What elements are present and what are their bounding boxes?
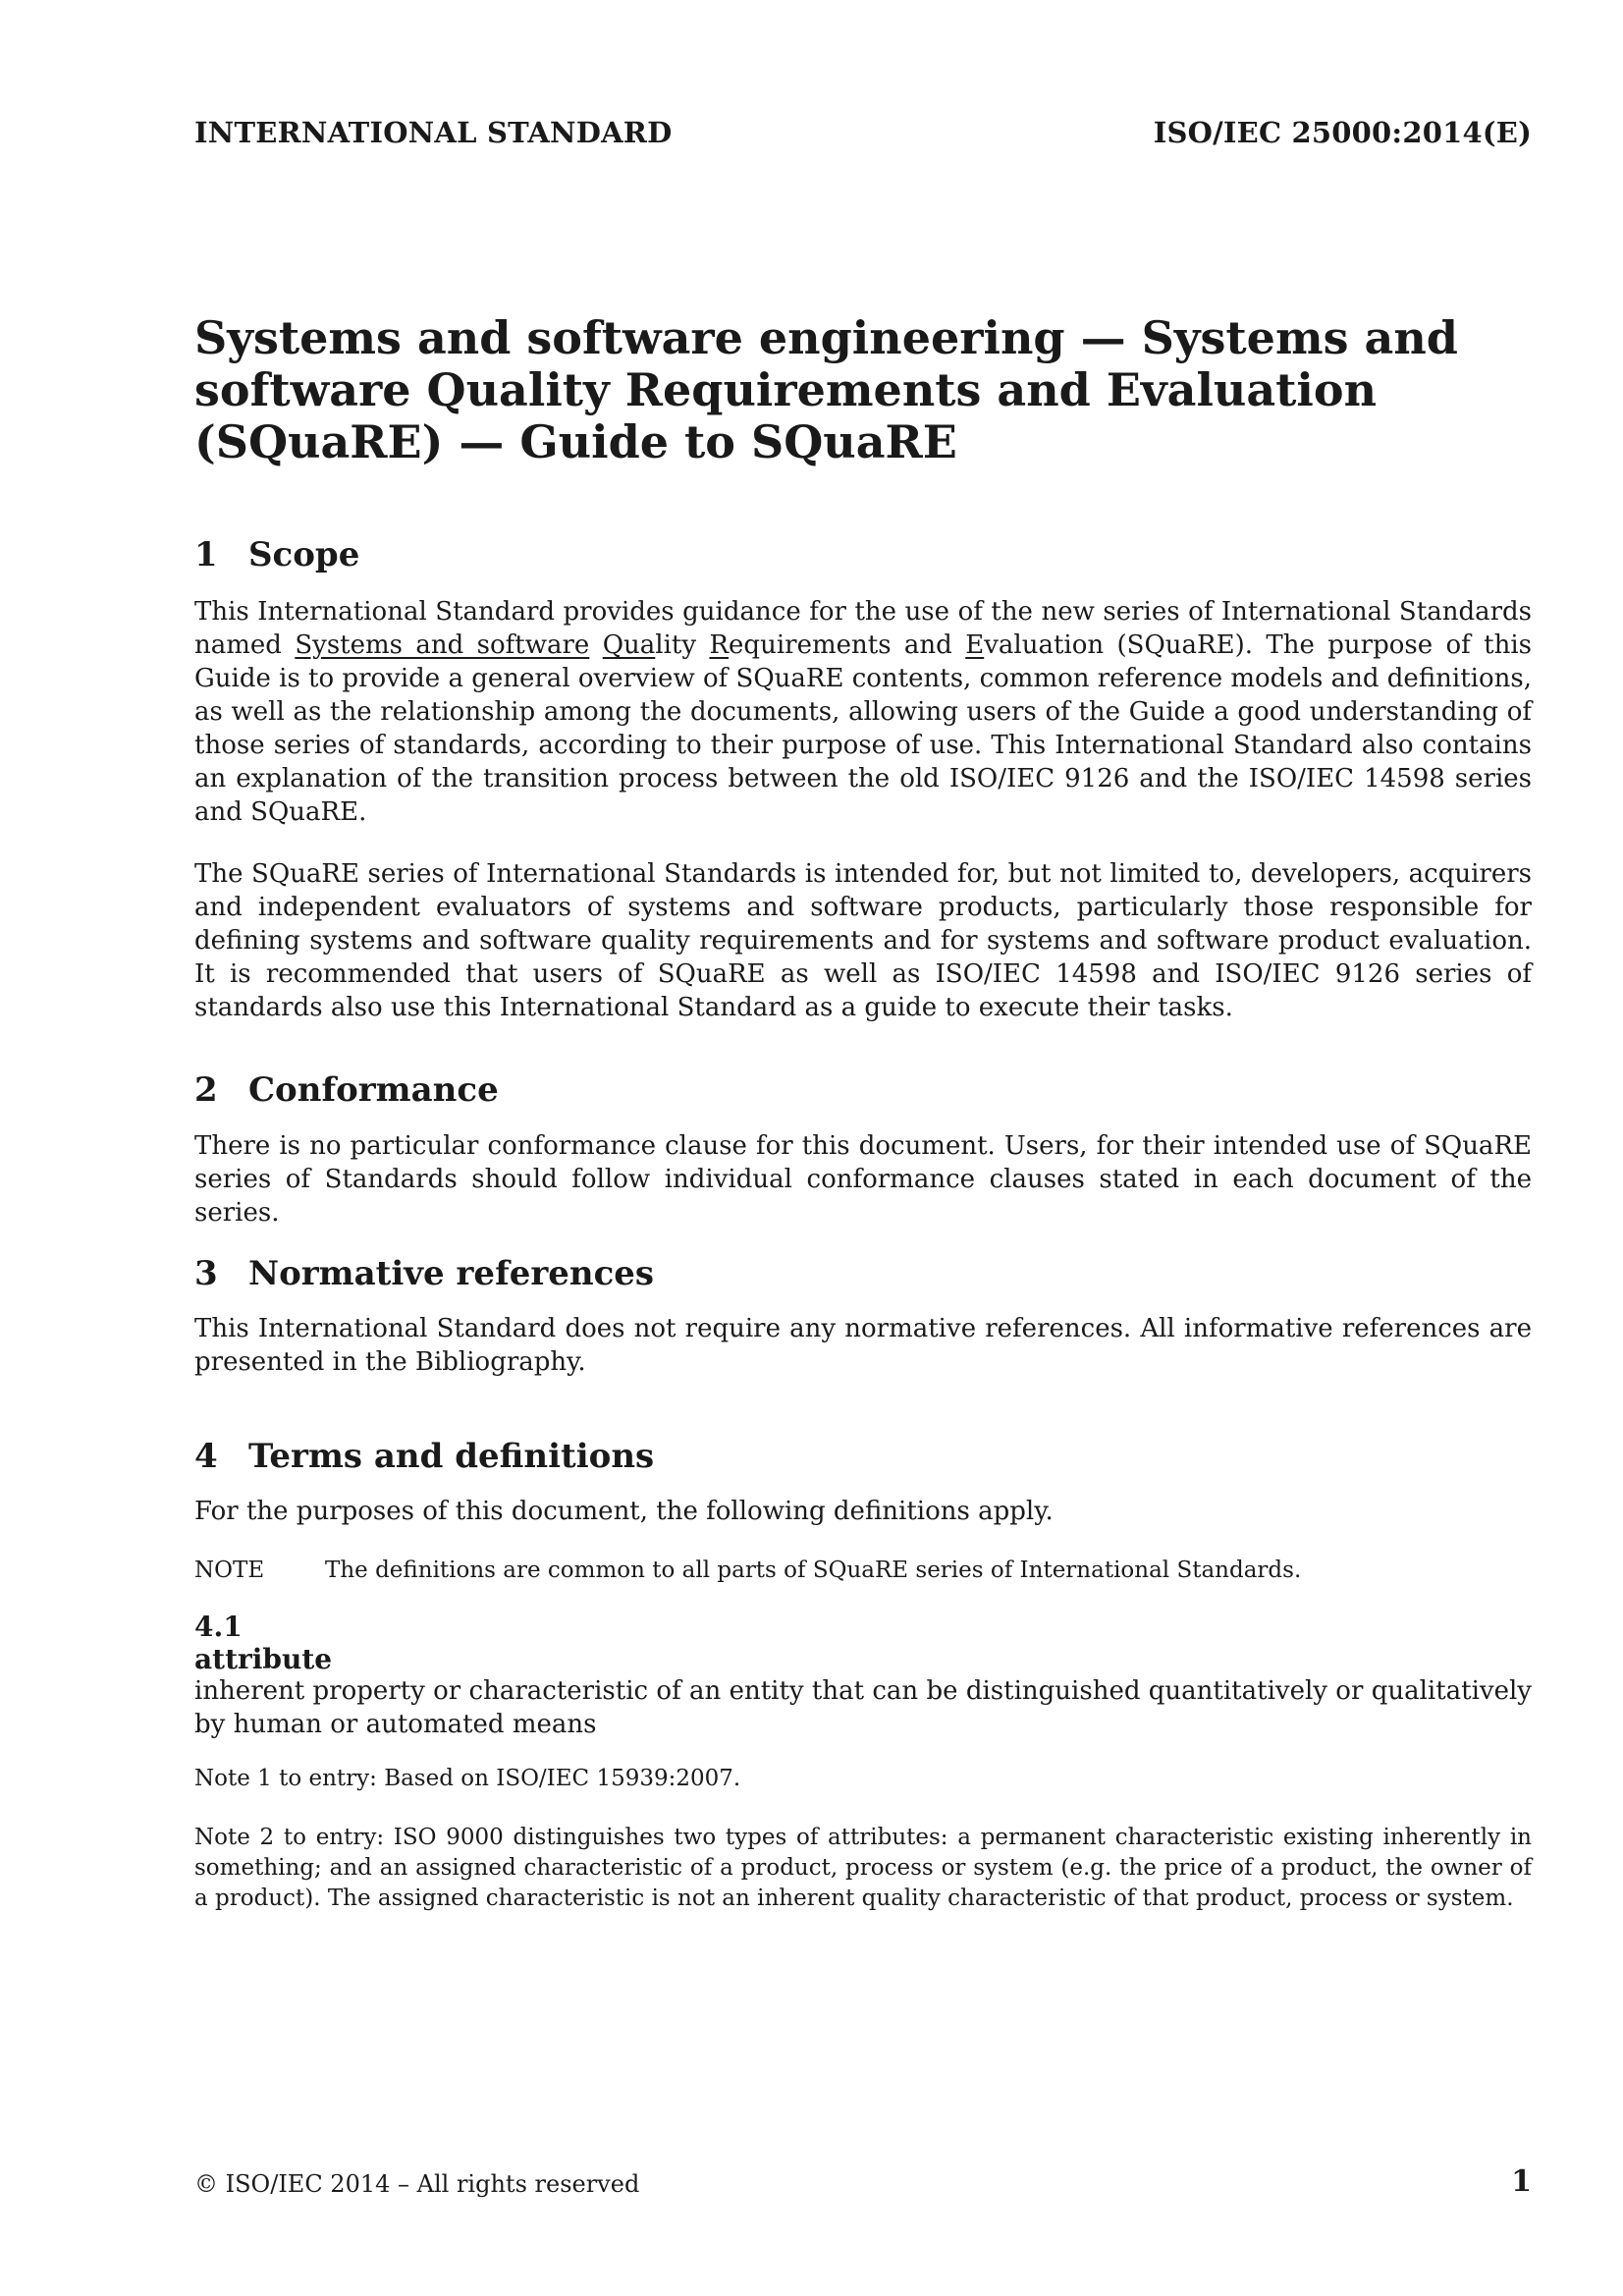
term-note-2: Note 2 to entry: ISO 9000 distinguishes two types of attributes: a permanent characteristic existing inherently in something; and an assigned characteristic of a product, process or system (e.g. the price of a product, the owner of a product). The assigned characteristic is not an inherent quality characteristic of that product, process or system. (194, 1825, 1532, 1911)
note-label: NOTE (194, 1558, 265, 1583)
term-note-1: Note 1 to entry: Based on ISO/IEC 15939:2007. (194, 1766, 741, 1791)
section-number: 2 (194, 1070, 218, 1110)
text-run: This International Standard provides guidance for the use of the new series of International Standards named (194, 597, 1532, 660)
text-run (589, 630, 602, 660)
page-number: 1 (1511, 2164, 1532, 2199)
document-title: Systems and software engineering — Systems and software Quality Requirements and Evaluation (SQuaRE) — Guide to SQuaRE (194, 311, 1458, 468)
copyright-notice: © ISO/IEC 2014 – All rights reserved (194, 2170, 640, 2198)
normative-references-paragraph: This International Standard does not require any normative references. All informative references are presented in the Bibliography. (194, 1314, 1532, 1377)
underlined-text: R (709, 630, 730, 660)
term-name: attribute (194, 1643, 333, 1675)
section-heading-terms (194, 1437, 654, 1476)
section-title: Normative references (248, 1254, 655, 1293)
underlined-text: E (965, 630, 985, 660)
terms-intro-paragraph: For the purposes of this document, the following definitions apply. (194, 1497, 1054, 1526)
term-number: 4.1 (194, 1611, 243, 1643)
text-run: equirements and (729, 630, 966, 660)
section-heading-conformance (194, 1070, 499, 1110)
text-run: lity (655, 630, 710, 660)
scope-paragraph-2: The SQuaRE series of International Standards is intended for, but not limited to, developers, acquirers and independent evaluators of systems and software products, particularly those responsible for defining systems and software quality requirements and for systems and software product evaluation. It is recommended that users of SQuaRE as well as ISO/IEC 14598 and ISO/IEC 9126 series of standards also use this International Standard as a guide to execute their tasks. (194, 859, 1532, 1022)
terms-note (194, 1556, 1532, 1585)
section-title: Scope (248, 535, 360, 574)
section-title: Terms and definitions (248, 1437, 655, 1476)
section-title: Conformance (248, 1070, 499, 1110)
underlined-text: Systems and software (295, 630, 590, 660)
conformance-paragraph: There is no particular conformance clause for this document. Users, for their intended use of SQuaRE series of Standards should follow individual conformance clauses stated in each document of the series. (194, 1131, 1532, 1228)
standard-number: ISO/IEC 25000:2014(E) (1153, 116, 1532, 149)
term-definition: inherent property or characteristic of an entity that can be distinguished quantitatively or qualitatively by human or automated means (194, 1676, 1532, 1739)
section-number: 3 (194, 1254, 218, 1293)
standard-type-label: INTERNATIONAL STANDARD (194, 116, 673, 149)
underlined-text: Qua (602, 630, 656, 660)
section-number: 4 (194, 1437, 218, 1476)
section-heading-normative-references (194, 1254, 654, 1293)
note-text: The definitions are common to all parts of SQuaRE series of International Standards. (325, 1558, 1302, 1583)
text-run: valuation (SQuaRE). The purpose of this Guide is to provide a general overview of SQuaRE contents, common reference models and definitions, as well as the relationship among the documents, allowing users of the Guide a good understanding of those series of standards, according to their purpose of use. This International Standard also contains an explanation of the transition process between the old ISO/IEC 9126 and the ISO/IEC 14598 series and SQuaRE. (194, 630, 1533, 827)
section-number: 1 (194, 535, 218, 574)
document-page (194, 0, 1532, 2296)
scope-paragraph-1 (194, 595, 1532, 829)
section-heading-scope (194, 535, 359, 574)
